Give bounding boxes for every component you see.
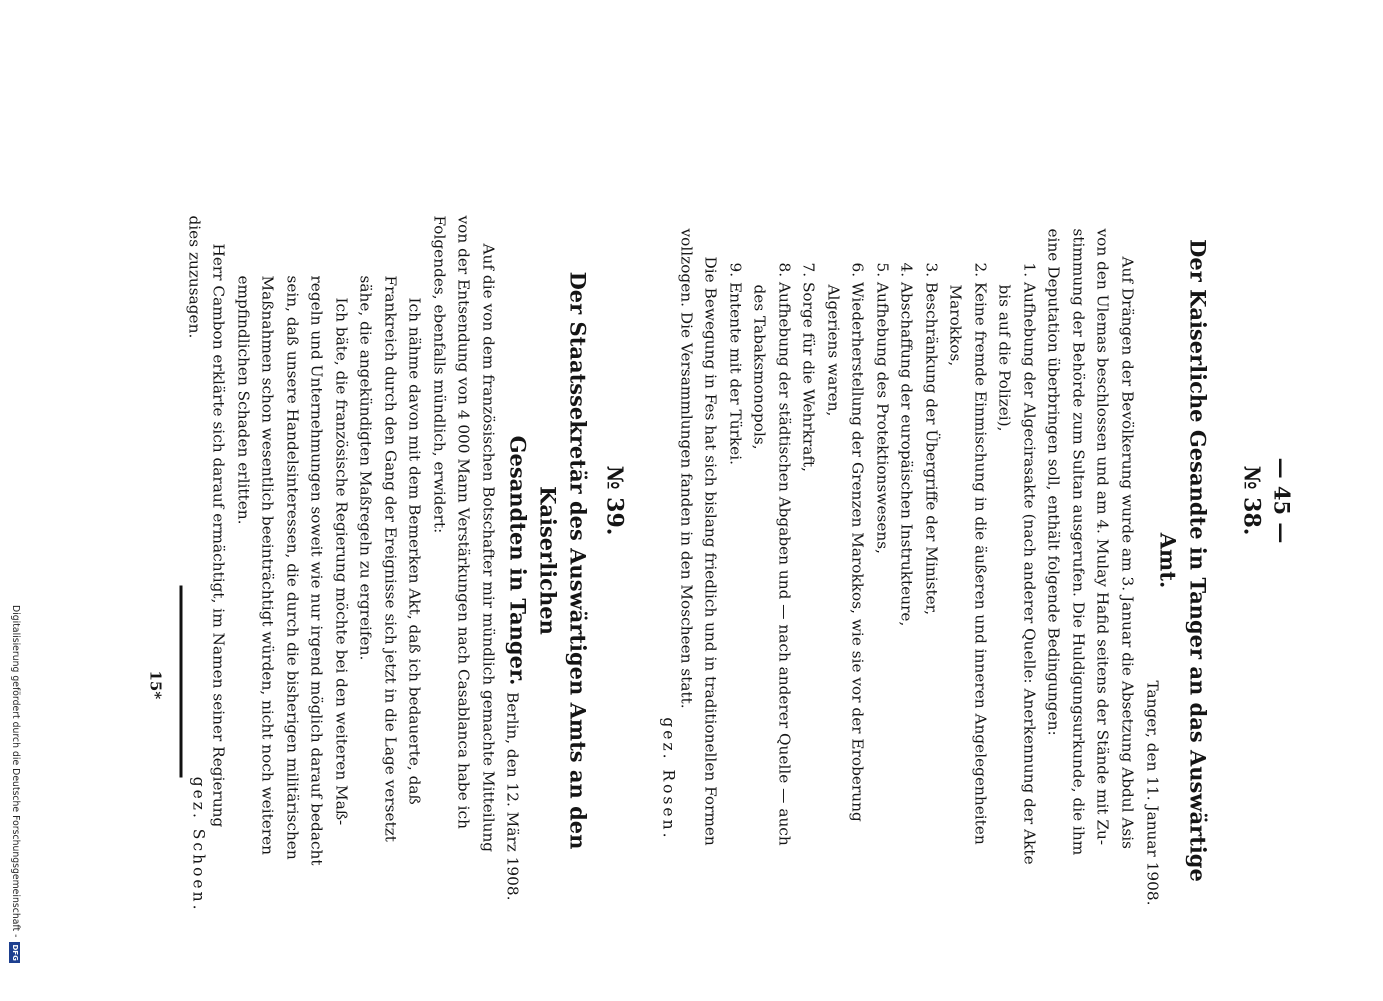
quote-line: sähe, die angekündigten Maßregeln zu ergreifen. [357, 275, 375, 661]
section-39-body [182, 216, 501, 866]
list-item: 7. Sorge für die Wehrkraft, [800, 262, 818, 473]
footer-mark: 15* [146, 670, 165, 700]
paragraph-line: Folgendes, ebenfalls mündlich, erwidert: [430, 215, 449, 534]
paragraph-line: Die Bewegung in Fes hat sich bislang friedlich und in traditionellen Formen [702, 256, 720, 846]
section-38-body [674, 229, 1140, 865]
list-item-continued: bis auf die Polizei), [996, 284, 1014, 432]
paragraph-line: eine Deputation überbringen soll, enthält folgende Bedingungen: [1045, 228, 1063, 736]
section-39-heading-line: Gesandten in Tanger. [505, 435, 531, 686]
quote-line: empfindlichen Schaden erlitten. [234, 275, 253, 525]
section-38-place-date: Tanger, den 11. Januar 1908. [1143, 680, 1162, 906]
paragraph-line: Herr Cambon erklärte sich darauf ermächtigt, im Namen seiner Regierung [210, 243, 228, 828]
digitization-credit-line [8, 605, 22, 993]
footer-rule [180, 586, 183, 778]
section-38-number: № 38. [1238, 465, 1265, 536]
list-item-continued: des Tabaksmonopols, [751, 284, 769, 450]
section-38-signature: gez. Rosen. [659, 717, 678, 841]
paragraph-line: von den Ulemas beschlossen und am 4. Mulay Hafid seitens der Stände mit Zu- [1094, 228, 1112, 846]
list-item-continued: Marokkos, [947, 284, 965, 367]
digitization-credit-text: Digitalisierung gefördert durch die Deutsche Forschungsgemeinschaft - [10, 605, 21, 938]
list-item: 1. Aufhebung der Algecirasakte (nach anderer Quelle: Anerkennung der Akte [1020, 262, 1039, 865]
section-38-heading-line: Der Kaiserliche Gesandte in Tanger an das Auswärtige Amt. [1155, 239, 1211, 882]
list-item: 9. Entente mit der Türkei. [726, 262, 745, 465]
section-39-heading-line: Der Staatssekretär des Auswärtigen Amts an den Kaiserlichen [535, 271, 591, 850]
paragraph-line: dies zuzusagen. [185, 215, 204, 339]
document-page [0, 1, 1383, 1001]
list-item: 6. Wiederherstellung der Grenzen Marokkos, wie sie vor der Eroberung [849, 262, 867, 822]
paragraph-line: Auf Drängen der Bevölkerung wurde am 3. Januar die Absetzung Abdul Asis [1118, 256, 1137, 850]
list-item: 5. Aufhebung des Protektionswesens, [873, 262, 892, 554]
list-item: 4. Abschaffung der europäischen Instrukteure, [898, 262, 916, 627]
page-number: — 45 — [1269, 457, 1295, 544]
section-39-place-date: Berlin, den 12. März 1908. [503, 691, 522, 901]
quote-line: sein, daß unsere Handelsinteressen, die durch die bisherigen militärischen [283, 275, 302, 860]
paragraph-line: stimmung der Behörde zum Sultan ausgerufen. Die Huldigungsurkunde, die ihm [1069, 228, 1088, 856]
section-39-signature: gez. Schoen. [189, 776, 208, 913]
list-item-continued: Algeriens waren, [824, 284, 843, 417]
paragraph-line: von der Entsendung von 4 000 Mann Verstärkungen nach Casablanca habe ich [455, 215, 473, 829]
quote-line: Frankreich durch den Gang der Ereignisse sich jetzt in die Lage versetzt [381, 275, 400, 842]
quote-line: Ich nähme davon mit dem Bemerken Akt, daß ich bedauerte, daß [406, 297, 424, 805]
paragraph-line: Auf die von dem französischen Botschafter mir mündlich gemachte Mitteilung [479, 243, 498, 853]
list-item: 3. Beschränkung der Übergriffe der Minister, [922, 262, 941, 616]
section-39-number: № 39. [601, 465, 628, 536]
quote-line: regeln und Unternehmungen soweit wie nur irgend möglich darauf bedacht [308, 275, 326, 866]
paragraph-line: vollzogen. Die Versammlungen fanden in den Moscheen statt. [677, 228, 696, 709]
quote-line: Maßnahmen schon wesentlich beeinträchtigt würden, nicht noch weiteren [259, 275, 277, 856]
list-item: 2. Keine fremde Einmischung in die äußeren und inneren Angelegenheiten [971, 262, 990, 845]
dfg-logo: DFG [11, 944, 20, 961]
list-item: 8. Aufhebung der städtischen Abgaben und — nach anderer Quelle — auch [775, 262, 794, 846]
quote-line: Ich bäte, die französische Regierung möchte bei den weiteren Maß- [332, 297, 351, 826]
digitization-credit [8, 605, 22, 993]
